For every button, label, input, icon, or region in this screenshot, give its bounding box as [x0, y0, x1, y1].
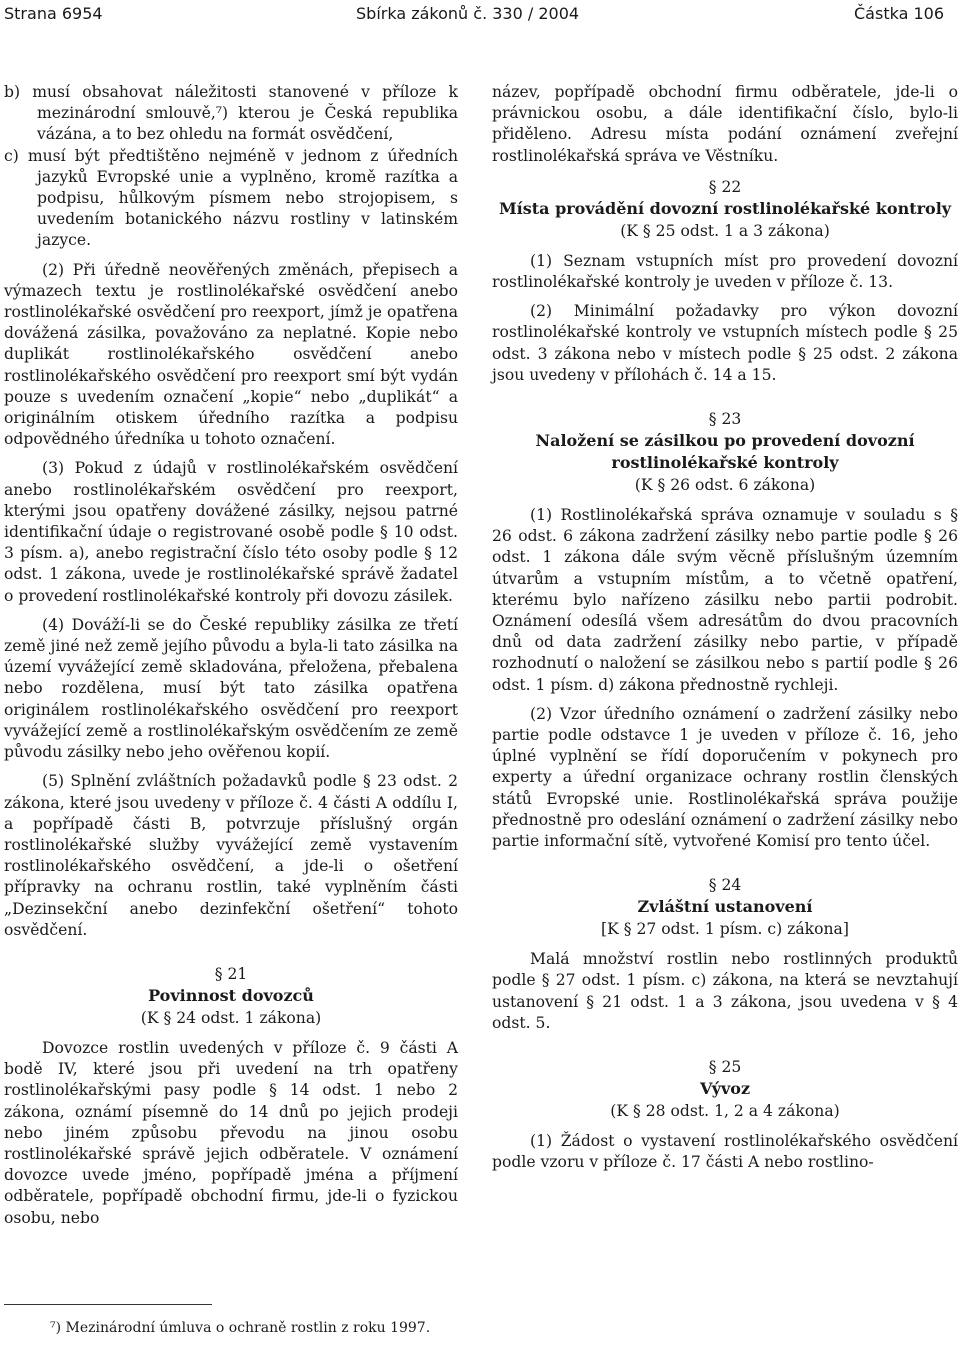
item-b: b) musí obsahovat náležitosti stanovené v příloze k mezinárodní smlouvě,⁷) kterou je Česká republika vázána, a to bez ohledu na formát osvědčení, — [4, 83, 458, 144]
section-21-heading — [4, 963, 458, 1029]
section-title: Vývoz — [699, 1079, 751, 1099]
section-number: § 23 — [708, 410, 742, 429]
right-column — [492, 82, 958, 1182]
section-title: Naložení se zásilkou po provedení dovozní rostlinolékařské kontroly — [535, 431, 915, 473]
section-22-paragraph-2: (2) Minimální požadavky pro výkon dovozní rostlinolékařské kontroly ve vstupních místech podle § 25 odst. 3 zákona nebo v místech podle § 25 odst. 2 zákona jsou uvedeny v přílohách č. 14 a 15. — [492, 302, 958, 384]
paragraph-2: (2) Při úředně neověřených změnách, přepisech a výmazech textu je rostlinolékařské osvědčení anebo rostlinolékařské osvědčení pro reexport, jímž je opatřena dovážená zásilka, považováno za neplatné. Kopie nebo duplikát rostlinolékařského osvědčení anebo rostlinolékařského osvědčení pro reexport smí být vydán pouze s uvedením označení „kopie“ nebo „duplikát“ a originálním otiskem úředního razítka a podpisu odpovědného úředníka u tohoto označení. — [4, 260, 458, 449]
section-title: Zvláštní ustanovení — [637, 897, 813, 917]
item-c: c) musí být předtištěno nejméně v jednom z úředních jazyků Evropské unie a vyplněno, kromě razítka a podpisu, hůlkovým písmem nebo strojopisem, s uvedením botanického názvu rostliny v latinském jazyce. — [4, 146, 458, 250]
section-reference: (K § 28 odst. 1, 2 a 4 zákona) — [610, 1102, 840, 1121]
section-23-paragraph-1: (1) Rostlinolékařská správa oznamuje v souladu s § 26 odst. 6 zákona zadržení zásilky nebo partie podle § 26 odst. 1 zákona dále svým věcně příslušným územním útvarům a vstupním místům, a to včetně opatření, kterému bylo nařízeno zásilku nebo partii podrobit. Oznámení odesílá všem adresátům do dvou pracovních dnů od data zadržení zásilky nebo partie, v případě rozhodnutí o naložení se zásilkou nebo s partií podle § 26 odst. 1 písm. d) zákona přednostně rychleji. — [492, 506, 958, 694]
section-title: Místa provádění dovozní rostlinolékařské kontroly — [498, 198, 952, 218]
section-23-paragraph-2: (2) Vzor úředního oznámení o zadržení zásilky nebo partie podle odstavce 1 je uveden v příloze č. 16, jeho úplné vyplnění se řídí doporučením v pokynech pro experty a úřední organizace ochrany rostlin členských států Evropské unie. Rostlinolékařská správa použije přednostně pro odeslání oznámení o zadržení zásilky nebo partie informační sítě, vytvořené Komisí pro tento účel. — [492, 704, 958, 851]
section-22-paragraph-1: (1) Seznam vstupních míst pro provedení dovozní rostlinolékařské kontroly je uveden v příloze č. 13. — [492, 251, 958, 292]
section-24-heading — [492, 874, 958, 940]
section-number: § 25 — [708, 1058, 742, 1077]
issue-number: Částka 106 — [854, 4, 944, 23]
collection-title: Sbírka zákonů č. 330 / 2004 — [356, 4, 580, 23]
paragraph-4: (4) Dováží-li se do České republiky zásilka ze třetí země jiné než země jejího původu a byla-li tato zásilka na území vyvážející země skladována, přeložena, přebalena nebo rozdělena, musí být tato zásilka opatřena originálem rostlinolékařského osvědčení pro reexport vyvážející země a rostlinolékařským osvědčením ze země původu zásilky nebo jeho ověřenou kopií. — [4, 615, 458, 762]
section-title: Povinnost dovozců — [148, 985, 314, 1005]
page-header — [0, 0, 960, 32]
section-25-heading — [492, 1056, 958, 1122]
left-column — [4, 82, 458, 1237]
section-22-heading — [492, 176, 958, 242]
section-21-paragraph: Dovozce rostlin uvedených v příloze č. 9 části A bodě IV, které jsou při uvedení na trh opatřeny rostlinolékařskými pasy podle § 14 odst. 1 nebo 2 zákona, oznámí písemně do 14 dnů po jejich prodeji nebo jiném způsobu převodu na jinou osobu rostlinolékařské správě jejich odběratele. V oznámení dovozce uvede jméno, popřípadě jména a příjmení odběratele, popřípadě obchodní firmu, jde-li o fyzickou osobu, nebo — [4, 1038, 458, 1227]
section-reference: [K § 27 odst. 1 písm. c) zákona] — [601, 920, 849, 939]
section-24-paragraph: Malá množství rostlin nebo rostlinných produktů podle § 27 odst. 1 písm. c) zákona, na která se nevztahují ustanovení § 21 odst. 1 a 3 zákona, jsou uvedena v § 4 odst. 5. — [492, 950, 958, 1032]
section-number: § 24 — [708, 876, 742, 895]
footnote: ⁷) Mezinárodní úmluva o ochraně rostlin z roku 1997. — [50, 1320, 431, 1336]
paragraph-5: (5) Splnění zvláštních požadavků podle § 23 odst. 2 zákona, které jsou uvedeny v příloze č. 4 části A oddílu I, a popřípadě části B, potvrzuje příslušný orgán rostlinolékařské služby vyvážející země vystavením rostlinolékařského osvědčení, a jde-li o ošetření přípravky na ochranu rostlin, také vyplněním části „Dezinsekční anebo dezinfekční ošetření“ tohoto osvědčení. — [4, 772, 458, 939]
paragraph-3: (3) Pokud z údajů v rostlinolékařském osvědčení anebo rostlinolékařském osvědčení pro reexport, kterými jsou opatřeny dovážené zásilky, nejsou patrné identifikační údaje o registrované osobě podle § 10 odst. 3 písm. a), anebo registrační číslo této osoby podle § 12 odst. 1 zákona, uvede je rostlinolékařské správě žadatel o provedení rostlinolékařské kontroly při dovozu zásilek. — [4, 459, 458, 605]
section-reference: (K § 26 odst. 6 zákona) — [634, 476, 816, 495]
page-number: Strana 6954 — [4, 4, 103, 23]
section-number: § 22 — [708, 177, 742, 196]
section-number: § 21 — [214, 964, 248, 983]
footnote-divider — [4, 1304, 212, 1305]
continued-paragraph: název, popřípadě obchodní firmu odběratele, jde-li o právnickou osobu, a dále identifikační číslo, bylo-li přiděleno. Adresu místa podání oznámení zveřejní rostlinolékařská správa ve Věstníku. — [492, 83, 958, 165]
section-reference: (K § 24 odst. 1 zákona) — [140, 1008, 322, 1027]
section-23-heading — [492, 408, 958, 496]
section-reference: (K § 25 odst. 1 a 3 zákona) — [620, 221, 830, 240]
section-25-paragraph: (1) Žádost o vystavení rostlinolékařského osvědčení podle vzoru v příloze č. 17 části A nebo rostlino- — [492, 1132, 958, 1172]
